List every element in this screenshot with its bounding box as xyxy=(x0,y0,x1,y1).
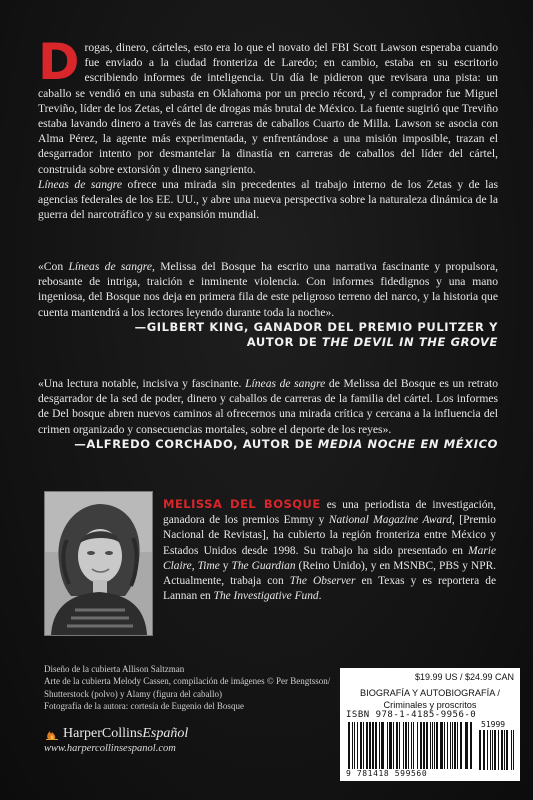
quote-attribution: —GILBERT KING, GANADOR DEL PREMIO PULITZER Y AUTOR DE THE DEVIL IN THE GROVE xyxy=(134,319,498,349)
book-title: Líneas de sangre xyxy=(38,177,123,191)
flame-logo-icon xyxy=(44,727,60,741)
quote-attribution: —ALFREDO CORCHADO, AUTOR DE MEDIA NOCHE EN MÉXICO xyxy=(74,436,498,451)
barcode-panel xyxy=(340,668,520,781)
quote-text: «Una lectura notable, incisiva y fascinante. Líneas de sangre de Melissa del Bosque es un retrato desgarrador de la sed de poder, dinero y caballos de carreras de la familia del cártel. Los informes de Del bosque abren nuevos caminos al ofrecernos una mirada crítica y cercana a la influencia del crimen organizado y consecuencias mortales, sobre el deporte de los reyes». xyxy=(38,377,499,436)
publisher-block xyxy=(44,726,188,754)
author-photo xyxy=(44,491,153,636)
author-name: MELISSA DEL BOSQUE xyxy=(163,497,321,511)
addon-digits: 51999 xyxy=(481,720,506,729)
credit-photo: Fotografía de la autora: cortesía de Eugenio del Bosque xyxy=(44,701,244,712)
drop-cap: D xyxy=(38,33,79,91)
ean-barcode xyxy=(348,722,474,769)
price-addon-barcode xyxy=(479,730,515,770)
price-label: $19.99 US / $24.99 CAN xyxy=(414,672,514,682)
review-quote-corchado xyxy=(38,376,498,452)
synopsis xyxy=(38,33,498,222)
category-label: BIOGRAFÍA Y AUTOBIOGRAFÍA / Criminales y proscritos xyxy=(360,688,500,710)
author-portrait-image xyxy=(45,492,152,635)
isbn-number: ISBN 978-1-4185-9956-0 xyxy=(346,710,477,720)
synopsis-paragraph-2: Líneas de sangre ofrece una mirada sin precedentes al trabajo interno de los Zetas y de las agencias federales de los EE. UU., y abre una nueva perspectiva sobre la naturaleza dinámica de la guerra del narcotráfico y su expansión mundial. xyxy=(38,177,498,222)
author-bio: MELISSA DEL BOSQUE es una periodista de investigación, ganadora de los premios Emmy y National Magazine Award, [Premio Nacional de Revistas], ha cubierto la región fronteriza entre México y Estados Unidos desde 1998. Su trabajo ha sido presentado en Marie Claire, Time y The Guardian (Reino Unido), y en MSNBC, PBS y NPR. Actualmente, trabaja con The Observer en Texas y es reportera de Lannan en The Investigative Fund. xyxy=(163,497,497,603)
synopsis-paragraph-1: rogas, dinero, cárteles, esto era lo que el novato del FBI Scott Lawson esperaba cuando fue enviado a la ciudad fronteriza de Laredo; en cambio, estaba en su escritorio escribiendo informes de inteligencia. Un día le pidieron que revisara una pista: un caballo se vendió en una subasta en Oklahoma por un precio récord, y el comprador fue Miguel Treviño, líder de los Zetas, el cártel de drogas más brutal de México. La fuente sugirió que Treviño estaba lavando dinero a través de las carreras de caballos Cuarto de Milla. Lawson se asocia con Alma Pérez, la agente más experimentada, y enfrentándose a una misión imposible, trazan el desgarrador intento por desmantelar la dinastía en carreras de caballos del líder del cártel, construida sobre extorsión y dinero sangriento. xyxy=(38,41,498,176)
publisher-logo: HarperCollinsEspañol xyxy=(63,726,189,741)
credit-design: Diseño de la cubierta Allison Saltzman xyxy=(44,664,185,674)
ean-digits: 9 781418 599560 xyxy=(346,769,428,778)
credit-art: Arte de la cubierta Melody Cassen, compilación de imágenes © Per Bengtsson/ Shutterstock (polvo) y Alamy (figura del caballo) xyxy=(44,676,331,699)
quote-text: «Con Líneas de sangre, Melissa del Bosque ha escrito una narrativa fascinante y propulsora, rebosante de intriga, traición e inminente violencia. Con informes fidedignos y una mano ingeniosa, del Bosque nos deja en primera fila de este peligroso terreno del narco, y la historia que cuenta mantendrá a los lectores leyendo durante toda la noche». xyxy=(38,260,498,319)
review-quote-king xyxy=(38,259,498,350)
publisher-url: www.harpercollinsespanol.com xyxy=(44,743,176,754)
cover-credits xyxy=(44,663,334,713)
